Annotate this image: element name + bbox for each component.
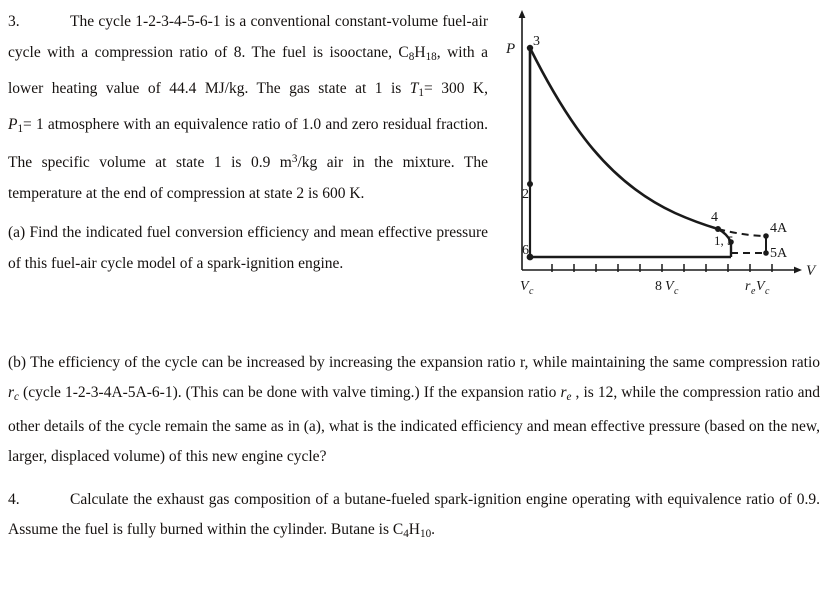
svg-text:8: 8 xyxy=(655,279,662,294)
pressure-volume-figure xyxy=(500,8,822,298)
lower-text-block xyxy=(8,348,820,549)
svg-text:c: c xyxy=(674,286,679,297)
svg-text:V: V xyxy=(756,279,765,294)
svg-text:4A: 4A xyxy=(770,221,788,236)
question-4-number: 4. xyxy=(8,490,20,508)
question-3-paragraph-a: (a) Find the indicated fuel conversion efficiency and mean effective pressure of this fuel-air cycle model of a spark-ignition engine. xyxy=(8,224,488,273)
svg-text:6: 6 xyxy=(522,243,529,258)
question-4-paragraph: 4. Calculate the exhaust gas composition of a butane-fueled spark-ignition engine operating with equivalence ratio of 0.9. Assume the fuel is fully burned within the cylinder. Butane is $C_4H_{10}$. xyxy=(8,485,820,549)
svg-text:2: 2 xyxy=(522,187,529,202)
svg-text:4: 4 xyxy=(711,210,718,225)
svg-text:1, 5: 1, 5 xyxy=(714,233,734,248)
svg-text:P: P xyxy=(506,41,516,57)
question-3-paragraph-b: (b) The efficiency of the cycle can be increased by increasing the expansion ratio r, while maintaining the same compression ratio $r_c$ (cycle 1-2-3-4A-5A-6-1). (This can be done with valve timing.) If the expansion ratio $r_e$ , is 12, while the compression ratio and other details of the cycle remain the same as in (a), what is the indicated efficiency and mean effective pressure (based on the new, larger, displaced volume) of this new engine cycle? xyxy=(8,354,821,465)
question-3-number: 3. xyxy=(8,13,20,30)
svg-text:r: r xyxy=(745,279,751,294)
question-3-paragraph-1: 3. The cycle 1-2-3-4-5-6-1 is a conventional constant-volume fuel-air cycle with a compression ratio of 8. The fuel is isooctane, $C_8H_{18}$, with a lower heating value of 44.4 MJ/kg. The gas state at 1 is $T_1= 300$ K, $P_1= 1$ atmosphere with an equivalence ratio of 1.0 and zero residual fraction. The specific volume at state 1 is 0.9 $m^3/kg$ air in the mixture. The temperature at the end of compression at state 2 is 600 K. xyxy=(8,6,488,209)
svg-text:V: V xyxy=(806,263,816,279)
svg-text:c: c xyxy=(529,286,534,297)
question-3-text xyxy=(8,6,488,279)
svg-text:V: V xyxy=(665,279,674,294)
svg-text:V: V xyxy=(520,279,529,294)
svg-text:e: e xyxy=(751,286,756,297)
svg-text:5A: 5A xyxy=(770,246,788,261)
svg-text:3: 3 xyxy=(533,34,540,49)
svg-text:c: c xyxy=(765,286,770,297)
